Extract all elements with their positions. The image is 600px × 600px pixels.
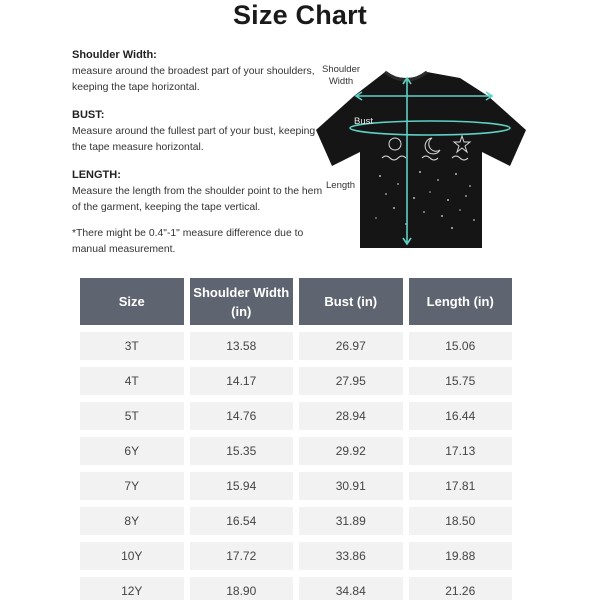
star-dot — [429, 191, 431, 193]
shoulder-width-callout: Shoulder Width — [321, 64, 361, 87]
star-dot — [375, 217, 377, 219]
bust-cell: 29.92 — [299, 437, 403, 465]
table-row — [80, 577, 515, 600]
shoulder-width-definition — [72, 48, 330, 95]
bust-cell: 31.89 — [299, 507, 403, 535]
definition-text: Measure the length from the shoulder point to the hem of the garment, keeping the tape vertical. — [72, 186, 323, 213]
shoulder-width-cell: 18.90 — [190, 577, 294, 600]
length-cell: 18.50 — [409, 507, 513, 535]
table-row — [80, 367, 515, 395]
table-row — [80, 472, 515, 500]
bust-cell: 34.84 — [299, 577, 403, 600]
star-dot — [469, 185, 471, 187]
table-row — [80, 332, 515, 360]
table-row — [80, 542, 515, 570]
length-definition — [72, 168, 330, 215]
length-cell: 17.13 — [409, 437, 513, 465]
size-cell: 12Y — [80, 577, 184, 600]
star-dot — [455, 173, 457, 175]
tshirt-illustration — [310, 58, 540, 258]
star-dot — [419, 171, 421, 173]
length-cell: 17.81 — [409, 472, 513, 500]
length-callout: Length — [326, 180, 356, 191]
star-dot — [413, 197, 415, 199]
star-dot — [405, 223, 407, 225]
star-dot — [451, 227, 453, 229]
size-cell: 3T — [80, 332, 184, 360]
bust-cell: 28.94 — [299, 402, 403, 430]
star-dot — [437, 179, 439, 181]
tshirt-shape — [316, 72, 526, 248]
size-table — [80, 278, 515, 600]
shoulder-width-cell: 13.58 — [190, 332, 294, 360]
column-header-length: Length (in) — [409, 278, 513, 325]
shoulder-width-cell: 14.17 — [190, 367, 294, 395]
shoulder-width-cell: 15.35 — [190, 437, 294, 465]
length-cell: 15.06 — [409, 332, 513, 360]
table-row — [80, 437, 515, 465]
star-dot — [473, 219, 475, 221]
bust-definition — [72, 108, 330, 155]
table-header-row — [80, 278, 515, 325]
column-header-bust: Bust (in) — [299, 278, 403, 325]
size-cell: 5T — [80, 402, 184, 430]
length-cell: 19.88 — [409, 542, 513, 570]
definition-text: measure around the broadest part of your shoulders, keeping the tape horizontal. — [72, 66, 315, 93]
length-cell: 16.44 — [409, 402, 513, 430]
shoulder-width-cell: 15.94 — [190, 472, 294, 500]
size-cell: 10Y — [80, 542, 184, 570]
bust-cell: 26.97 — [299, 332, 403, 360]
shoulder-width-cell: 16.54 — [190, 507, 294, 535]
size-cell: 7Y — [80, 472, 184, 500]
definition-heading: Shoulder Width: — [72, 49, 157, 61]
measurement-note: *There might be 0.4"-1" measure difference due to manual measurement. — [72, 228, 304, 255]
star-dot — [379, 175, 381, 177]
star-dot — [385, 193, 387, 195]
table-row — [80, 402, 515, 430]
size-cell: 6Y — [80, 437, 184, 465]
bust-cell: 33.86 — [299, 542, 403, 570]
column-header-size: Size — [80, 278, 184, 325]
bust-callout: Bust — [354, 116, 374, 127]
size-cell: 4T — [80, 367, 184, 395]
definition-text: Measure around the fullest part of your bust, keeping the tape measure horizontal. — [72, 126, 316, 153]
page-title: Size Chart — [232, 0, 368, 30]
star-dot — [447, 199, 449, 201]
star-dot — [423, 211, 425, 213]
measurement-instructions — [72, 48, 330, 257]
bust-cell: 27.95 — [299, 367, 403, 395]
star-dot — [397, 183, 399, 185]
column-header-shoulder-width: Shoulder Width (in) — [190, 278, 294, 325]
bust-cell: 30.91 — [299, 472, 403, 500]
size-cell: 8Y — [80, 507, 184, 535]
length-cell: 15.75 — [409, 367, 513, 395]
shoulder-width-cell: 14.76 — [190, 402, 294, 430]
definition-heading: BUST: — [72, 109, 105, 121]
shoulder-width-cell: 17.72 — [190, 542, 294, 570]
tshirt-diagram — [310, 58, 540, 258]
definition-heading: LENGTH: — [72, 169, 121, 181]
table-row — [80, 507, 515, 535]
star-dot — [441, 215, 443, 217]
star-dot — [393, 207, 395, 209]
star-dot — [459, 209, 461, 211]
length-cell: 21.26 — [409, 577, 513, 600]
star-dot — [465, 195, 467, 197]
